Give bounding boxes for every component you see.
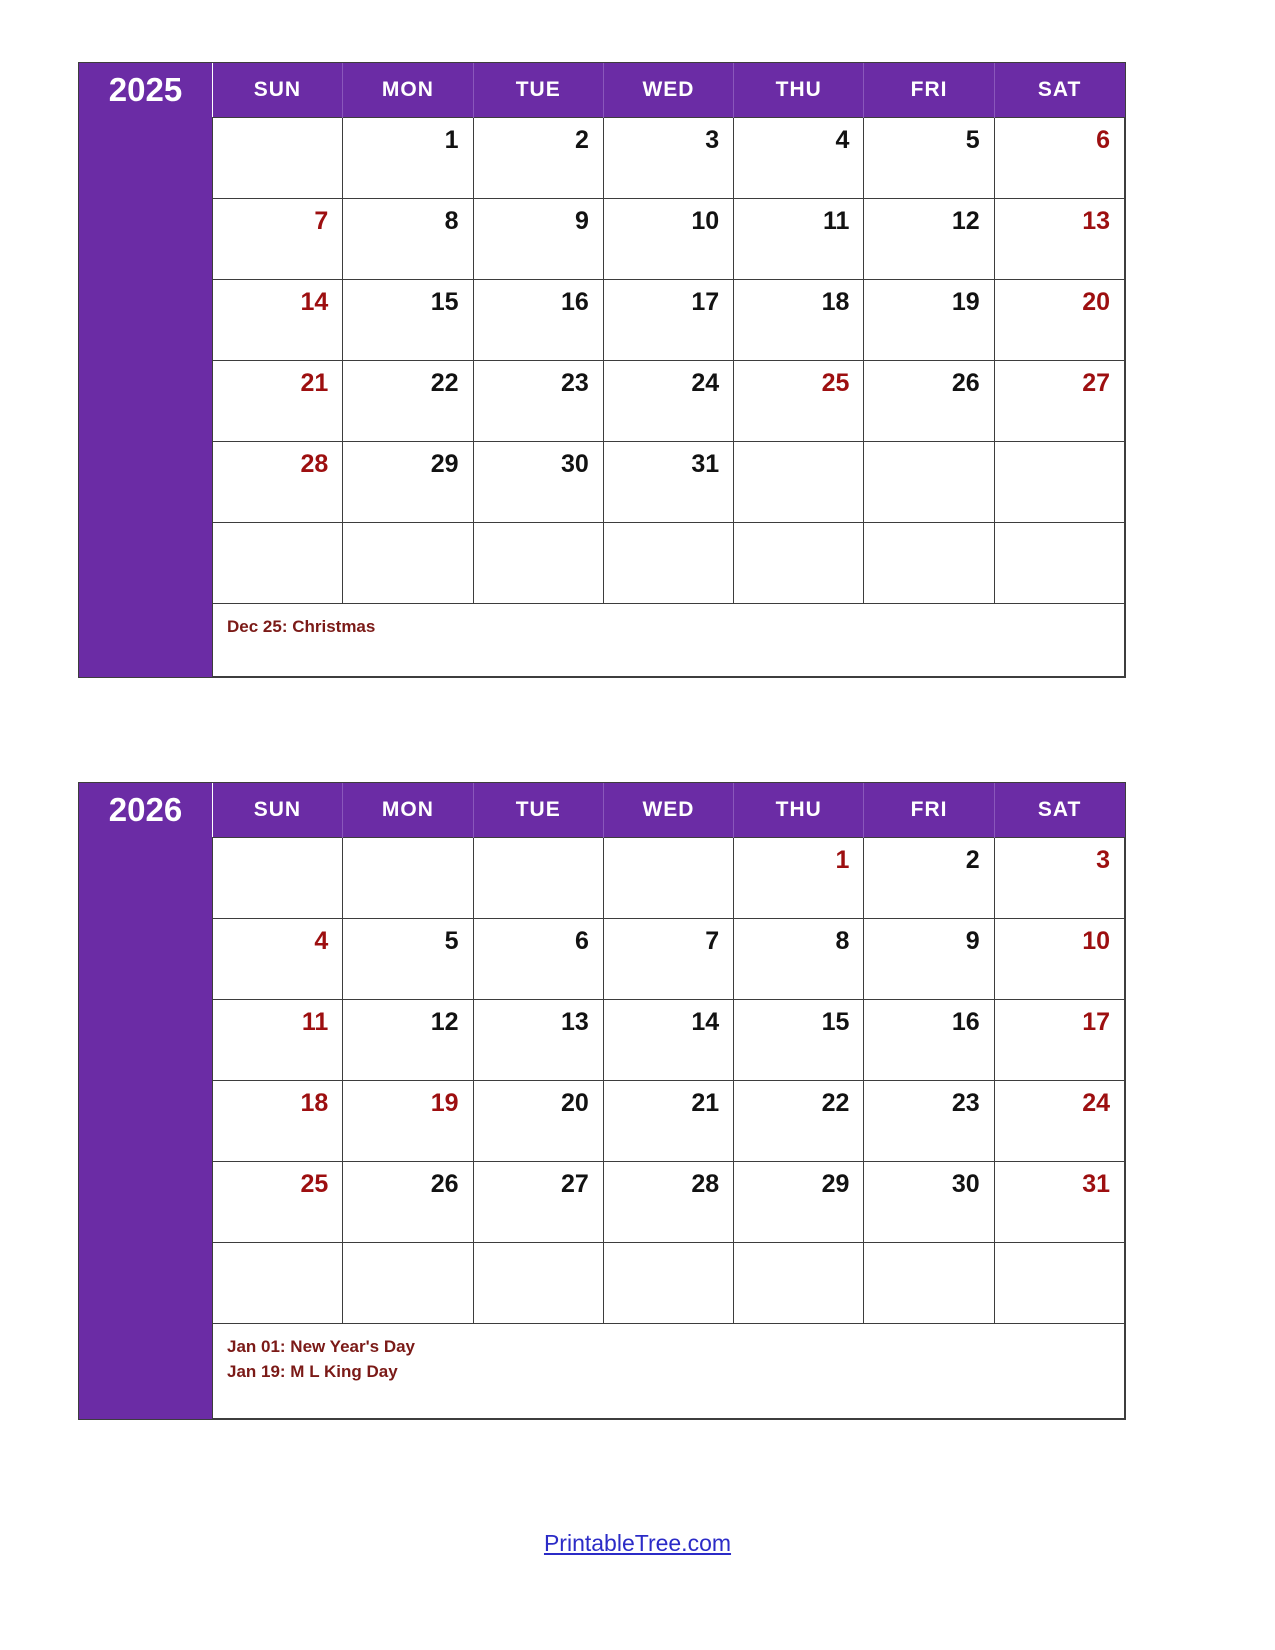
day-cell[interactable]: 25: [213, 1161, 343, 1242]
week-row: [213, 1161, 1125, 1242]
week-row: [213, 360, 1125, 441]
day-cell[interactable]: [213, 117, 343, 198]
footer-link[interactable]: PrintableTree.com: [543, 1530, 732, 1556]
weekday-header-fri: FRI: [864, 783, 994, 837]
weekday-header-thu: THU: [734, 63, 864, 117]
day-cell[interactable]: 30: [473, 441, 603, 522]
week-row: [213, 1080, 1125, 1161]
day-cell[interactable]: [994, 522, 1124, 603]
day-cell[interactable]: [864, 441, 994, 522]
day-cell[interactable]: 4: [734, 117, 864, 198]
week-row: [213, 279, 1125, 360]
day-cell[interactable]: 2: [473, 117, 603, 198]
day-cell[interactable]: 29: [343, 441, 473, 522]
day-cell[interactable]: 18: [213, 1080, 343, 1161]
calendar-january: [78, 782, 1126, 1420]
day-cell[interactable]: [603, 837, 733, 918]
holiday-note: Jan 01: New Year's Day: [227, 1336, 416, 1356]
weekday-header-wed: WED: [603, 783, 733, 837]
week-row: [213, 117, 1125, 198]
day-cell[interactable]: 27: [994, 360, 1124, 441]
day-cell[interactable]: 9: [473, 198, 603, 279]
week-row: [213, 522, 1125, 603]
day-cell[interactable]: 23: [473, 360, 603, 441]
day-cell[interactable]: 5: [343, 918, 473, 999]
footer: [0, 1530, 1275, 1557]
day-cell-holiday[interactable]: 25: [734, 360, 864, 441]
month-band-january: [79, 783, 212, 1419]
day-cell[interactable]: [734, 1242, 864, 1323]
day-cell[interactable]: [343, 837, 473, 918]
weekday-header-sun: SUN: [213, 63, 343, 117]
day-cell[interactable]: [734, 522, 864, 603]
day-cell[interactable]: [994, 441, 1124, 522]
day-cell[interactable]: 31: [994, 1161, 1124, 1242]
day-cell[interactable]: 7: [213, 198, 343, 279]
week-row: [213, 999, 1125, 1080]
day-cell[interactable]: 3: [994, 837, 1124, 918]
day-cell[interactable]: 11: [734, 198, 864, 279]
day-cell[interactable]: 13: [473, 999, 603, 1080]
day-cell[interactable]: 23: [864, 1080, 994, 1161]
day-cell[interactable]: [213, 837, 343, 918]
holiday-note: Jan 19: M L King Day: [227, 1362, 398, 1381]
day-cell[interactable]: 27: [473, 1161, 603, 1242]
year-label-january: 2026: [79, 783, 212, 837]
day-cell[interactable]: 19: [864, 279, 994, 360]
weekday-header-tue: TUE: [473, 63, 603, 117]
weekday-header-sat: SAT: [994, 783, 1124, 837]
day-cell[interactable]: 22: [734, 1080, 864, 1161]
day-cell[interactable]: [864, 522, 994, 603]
day-cell[interactable]: [734, 441, 864, 522]
day-cell[interactable]: 29: [734, 1161, 864, 1242]
weekday-header-wed: WED: [603, 63, 733, 117]
day-cell[interactable]: [213, 1242, 343, 1323]
day-cell[interactable]: 16: [864, 999, 994, 1080]
weekday-header-fri: FRI: [864, 63, 994, 117]
day-cell[interactable]: [343, 1242, 473, 1323]
week-row: [213, 1242, 1125, 1323]
day-cell[interactable]: 16: [473, 279, 603, 360]
day-cell[interactable]: 8: [343, 198, 473, 279]
day-cell[interactable]: 31: [603, 441, 733, 522]
year-label-december: 2025: [79, 63, 212, 117]
calendar-december: [78, 62, 1126, 678]
day-cell[interactable]: [473, 1242, 603, 1323]
weekday-header-sat: SAT: [994, 63, 1124, 117]
holiday-notes-january: [213, 1323, 1125, 1419]
day-cell[interactable]: 8: [734, 918, 864, 999]
notes-row: [213, 603, 1125, 677]
day-cell[interactable]: 22: [343, 360, 473, 441]
day-cell[interactable]: 12: [343, 999, 473, 1080]
day-cell[interactable]: [994, 1242, 1124, 1323]
day-cell[interactable]: 14: [213, 279, 343, 360]
day-cell[interactable]: 28: [603, 1161, 733, 1242]
day-cell[interactable]: 4: [213, 918, 343, 999]
day-cell[interactable]: 21: [603, 1080, 733, 1161]
notes-row: [213, 1323, 1125, 1419]
day-cell[interactable]: [343, 522, 473, 603]
weekday-header-tue: TUE: [473, 783, 603, 837]
day-cell[interactable]: 15: [343, 279, 473, 360]
day-cell[interactable]: 13: [994, 198, 1124, 279]
day-cell[interactable]: 1: [343, 117, 473, 198]
day-cell[interactable]: 9: [864, 918, 994, 999]
month-band-december: [79, 63, 212, 677]
day-cell[interactable]: 17: [994, 999, 1124, 1080]
day-cell[interactable]: 26: [864, 360, 994, 441]
day-cell[interactable]: [473, 837, 603, 918]
day-cell[interactable]: [473, 522, 603, 603]
week-row: [213, 198, 1125, 279]
week-row: [213, 441, 1125, 522]
day-cell[interactable]: 5: [864, 117, 994, 198]
day-cell[interactable]: [603, 522, 733, 603]
day-cell[interactable]: [864, 1242, 994, 1323]
day-cell[interactable]: 20: [473, 1080, 603, 1161]
day-cell[interactable]: 30: [864, 1161, 994, 1242]
day-cell[interactable]: 2: [864, 837, 994, 918]
day-cell-holiday[interactable]: 1: [734, 837, 864, 918]
holiday-note: Dec 25: Christmas: [227, 616, 376, 636]
day-cell[interactable]: 17: [603, 279, 733, 360]
day-cell[interactable]: [213, 522, 343, 603]
day-cell[interactable]: [603, 1242, 733, 1323]
day-cell[interactable]: 20: [994, 279, 1124, 360]
day-cell[interactable]: 12: [864, 198, 994, 279]
day-cell[interactable]: 10: [603, 198, 733, 279]
week-row: [213, 918, 1125, 999]
day-cell[interactable]: 26: [343, 1161, 473, 1242]
weekday-header-mon: MON: [343, 63, 473, 117]
calendar-grid-january: [212, 783, 1125, 1419]
day-cell[interactable]: 24: [994, 1080, 1124, 1161]
day-cell[interactable]: 6: [994, 117, 1124, 198]
day-cell[interactable]: 10: [994, 918, 1124, 999]
day-cell-holiday[interactable]: 19: [343, 1080, 473, 1161]
weekday-header-sun: SUN: [213, 783, 343, 837]
week-row: [213, 837, 1125, 918]
weekday-header-mon: MON: [343, 783, 473, 837]
holiday-notes-december: [213, 603, 1125, 677]
weekday-header-row: [213, 63, 1125, 117]
day-cell[interactable]: 21: [213, 360, 343, 441]
weekday-header-row: [213, 783, 1125, 837]
day-cell[interactable]: 3: [603, 117, 733, 198]
weekday-header-thu: THU: [734, 783, 864, 837]
day-cell[interactable]: 14: [603, 999, 733, 1080]
day-cell[interactable]: 11: [213, 999, 343, 1080]
day-cell[interactable]: 18: [734, 279, 864, 360]
day-cell[interactable]: 15: [734, 999, 864, 1080]
day-cell[interactable]: 28: [213, 441, 343, 522]
day-cell[interactable]: 24: [603, 360, 733, 441]
day-cell[interactable]: 6: [473, 918, 603, 999]
calendar-grid-december: [212, 63, 1125, 677]
day-cell[interactable]: 7: [603, 918, 733, 999]
